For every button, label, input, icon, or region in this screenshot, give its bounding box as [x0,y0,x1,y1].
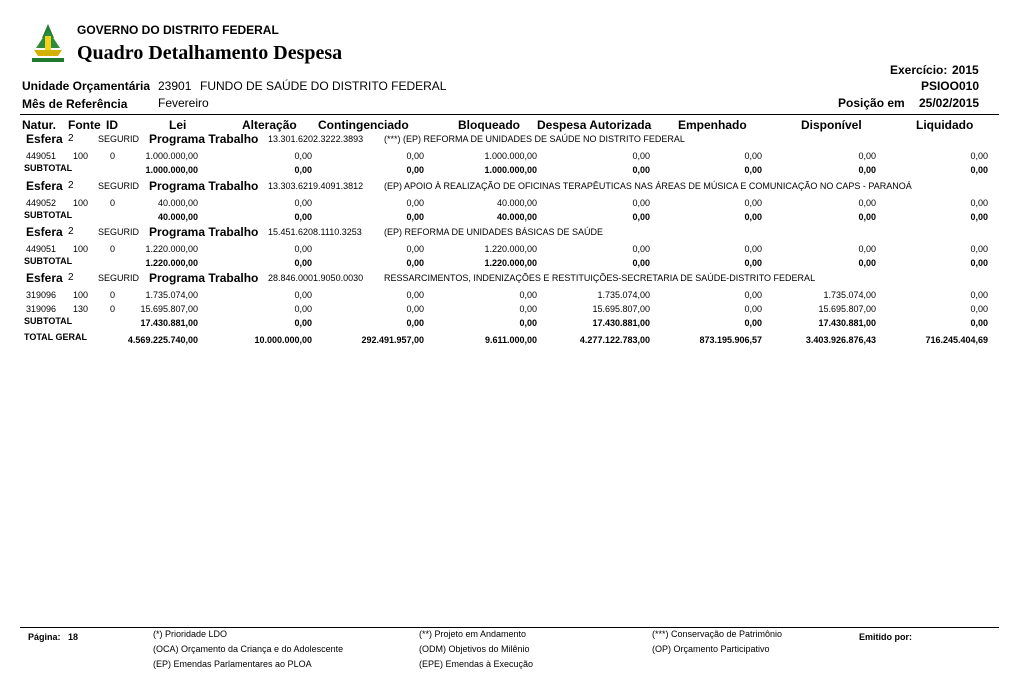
table-cell: 40.000,00 [157,198,198,208]
legend-item: (ODM) Objetivos do Milênio [419,644,530,654]
mes-label: Mês de Referência [22,97,128,111]
subtotal-cell: 0,00 [294,165,312,175]
col-id: ID [106,118,118,132]
report-title: Quadro Detalhamento Despesa [77,42,343,64]
total-cell: 3.403.926.876,43 [805,335,876,345]
table-cell: 0,00 [970,244,988,254]
posicao-value: 25/02/2015 [919,96,980,110]
subtotal-cell: 0,00 [632,258,650,268]
subtotal-label: SUBTOTAL [24,316,73,326]
footer-divider [20,627,999,628]
total-cell: 873.195.906,57 [699,335,762,345]
natureza: 449052 [26,198,57,208]
subtotal-cell: 0,00 [519,318,537,328]
mes-value: Fevereiro [158,96,209,110]
table-cell: 0,00 [294,290,312,300]
subtotal-cell: 1.220.000,00 [145,258,198,268]
subtotal-cell: 0,00 [858,258,876,268]
exercicio-value: 2015 [952,63,979,77]
subtotal-cell: 0,00 [744,165,762,175]
subtotal-cell: 0,00 [970,165,988,175]
esfera-label: Esfera [26,179,63,193]
natureza: 319096 [26,290,57,300]
table-cell: 1.220.000,00 [145,244,198,254]
fonte: 100 [73,151,89,161]
table-cell: 15.695.807,00 [592,304,650,314]
table-cell: 0,00 [744,244,762,254]
programa-code: 13.303.6219.4091.3812 [268,181,364,191]
legend-item: (EP) Emendas Parlamentares ao PLOA [153,659,312,669]
table-cell: 0,00 [858,151,876,161]
seguridade-label: SEGURID [98,227,140,237]
table-cell: 0,00 [632,244,650,254]
esfera-value: 2 [68,180,74,191]
id: 0 [110,290,116,300]
table-cell: 0,00 [294,244,312,254]
subtotal-cell: 17.430.881,00 [140,318,198,328]
report-code: PSIOO010 [920,79,979,93]
table-cell: 0,00 [858,244,876,254]
unidade-name: FUNDO DE SAÚDE DO DISTRITO FEDERAL [200,79,447,93]
table-cell: 0,00 [970,304,988,314]
esfera-label: Esfera [26,132,63,146]
esfera-value: 2 [68,226,74,237]
legend-item: (***) Conservação de Patrimônio [652,629,783,639]
gdf-logo [28,22,68,66]
esfera-value: 2 [68,133,74,144]
programa-code: 28.846.0001.9050.0030 [268,273,364,283]
col-natur: Natur. [22,118,57,132]
total-cell: 4.569.225.740,00 [127,335,198,345]
col-alteracao: Alteração [242,118,297,132]
table-cell: 1.000.000,00 [484,151,537,161]
subtotal-cell: 0,00 [406,318,424,328]
subtotal-cell: 0,00 [406,212,424,222]
table-cell: 15.695.807,00 [140,304,198,314]
programa-label: Programa Trabalho [149,132,259,146]
subtotal-cell: 17.430.881,00 [818,318,876,328]
subtotal-cell: 0,00 [406,258,424,268]
table-cell: 1.735.074,00 [823,290,876,300]
col-liquidado: Liquidado [916,118,974,132]
table-cell: 0,00 [970,151,988,161]
id: 0 [110,151,116,161]
table-cell: 0,00 [406,304,424,314]
subtotal-cell: 0,00 [858,165,876,175]
table-cell: 1.000.000,00 [145,151,198,161]
seguridade-label: SEGURID [98,273,140,283]
table-cell: 0,00 [519,290,537,300]
table-cell: 0,00 [632,151,650,161]
subtotal-cell: 40.000,00 [496,212,537,222]
table-cell: 0,00 [970,198,988,208]
programa-label: Programa Trabalho [149,225,259,239]
esfera-label: Esfera [26,271,63,285]
table-cell: 0,00 [294,198,312,208]
col-bloqueado: Bloqueado [458,118,520,132]
legend-item: (OCA) Orçamento da Criança e do Adolescente [153,644,344,654]
fonte: 100 [73,198,89,208]
exercicio-label: Exercício: [890,63,948,77]
natureza: 449051 [26,244,57,254]
total-cell: 716.245.404,69 [925,335,988,345]
table-cell: 0,00 [406,198,424,208]
subtotal-label: SUBTOTAL [24,256,73,266]
table-cell: 0,00 [744,151,762,161]
subtotal-cell: 17.430.881,00 [592,318,650,328]
table-cell: 1.735.074,00 [145,290,198,300]
posicao-label: Posição em [838,96,905,110]
table-cell: 1.735.074,00 [597,290,650,300]
emitido-label: Emitido por: [859,632,912,642]
fonte: 100 [73,244,89,254]
programa-description: (EP) APOIO À REALIZAÇÃO DE OFICINAS TERAPÊUTICAS NAS ÁREAS DE MÚSICA E COMUNICAÇÃO NO CAPS - PARANOÁ [384,181,912,191]
table-cell: 0,00 [632,198,650,208]
subtotal-cell: 0,00 [970,258,988,268]
subtotal-cell: 0,00 [406,165,424,175]
table-cell: 0,00 [744,290,762,300]
total-cell: 292.491.957,00 [361,335,424,345]
table-cell: 1.220.000,00 [484,244,537,254]
subtotal-cell: 1.000.000,00 [484,165,537,175]
table-cell: 0,00 [519,304,537,314]
legend-item: (OP) Orçamento Participativo [652,644,770,654]
subtotal-cell: 0,00 [970,212,988,222]
programa-description: (EP) REFORMA DE UNIDADES BÁSICAS DE SAÚDE [384,227,604,237]
total-cell: 9.611.000,00 [484,335,537,345]
table-cell: 0,00 [294,151,312,161]
programa-label: Programa Trabalho [149,271,259,285]
unidade-label: Unidade Orçamentária [22,79,151,93]
table-cell: 0,00 [406,290,424,300]
table-cell: 40.000,00 [496,198,537,208]
subtotal-cell: 0,00 [632,165,650,175]
subtotal-cell: 0,00 [294,318,312,328]
subtotal-cell: 0,00 [294,258,312,268]
programa-description: (***) (EP) REFORMA DE UNIDADES DE SAÚDE NO DISTRITO FEDERAL [384,134,685,144]
table-cell: 15.695.807,00 [818,304,876,314]
id: 0 [110,304,116,314]
subtotal-cell: 1.220.000,00 [484,258,537,268]
col-disponivel: Disponível [801,118,862,132]
fonte: 130 [73,304,89,314]
esfera-value: 2 [68,272,74,283]
subtotal-cell: 0,00 [632,212,650,222]
id: 0 [110,198,116,208]
seguridade-label: SEGURID [98,134,140,144]
government-name: GOVERNO DO DISTRITO FEDERAL [77,23,279,37]
programa-code: 15.451.6208.1110.3253 [268,227,362,237]
table-cell: 0,00 [970,290,988,300]
subtotal-cell: 0,00 [858,212,876,222]
natureza: 319096 [26,304,57,314]
esfera-label: Esfera [26,225,63,239]
table-cell: 0,00 [858,198,876,208]
subtotal-cell: 0,00 [294,212,312,222]
total-cell: 4.277.122.783,00 [579,335,650,345]
page-label: Página: [28,632,61,642]
natureza: 449051 [26,151,57,161]
subtotal-cell: 0,00 [744,212,762,222]
programa-description: RESSARCIMENTOS, INDENIZAÇÕES E RESTITUIÇÕES-SECRETARIA DE SAÚDE-DISTRITO FEDERAL [384,273,816,283]
col-fonte: Fonte [68,118,101,132]
table-cell: 0,00 [744,198,762,208]
programa-label: Programa Trabalho [149,179,259,193]
table-cell: 0,00 [744,304,762,314]
legend-item: (EPE) Emendas à Execução [419,659,534,669]
page-number: 18 [68,632,79,642]
total-cell: 10.000.000,00 [254,335,312,345]
subtotal-cell: 0,00 [970,318,988,328]
subtotal-label: SUBTOTAL [24,210,73,220]
subtotal-cell: 40.000,00 [157,212,198,222]
table-cell: 0,00 [406,151,424,161]
unidade-code: 23901 [158,79,192,93]
subtotal-cell: 0,00 [744,318,762,328]
fonte: 100 [73,290,89,300]
legend-item: (**) Projeto em Andamento [419,629,527,639]
col-contingenciado: Contingenciado [318,118,409,132]
col-autorizada: Despesa Autorizada [537,118,652,132]
subtotal-label: SUBTOTAL [24,163,73,173]
subtotal-cell: 0,00 [744,258,762,268]
table-cell: 0,00 [406,244,424,254]
table-cell: 0,00 [294,304,312,314]
subtotal-cell: 1.000.000,00 [145,165,198,175]
col-empenhado: Empenhado [678,118,747,132]
col-lei: Lei [169,118,187,132]
total-label: TOTAL GERAL [24,332,87,342]
header-divider [20,114,999,115]
programa-code: 13.301.6202.3222.3893 [268,134,364,144]
seguridade-label: SEGURID [98,181,140,191]
legend-item: (*) Prioridade LDO [153,629,228,639]
id: 0 [110,244,116,254]
